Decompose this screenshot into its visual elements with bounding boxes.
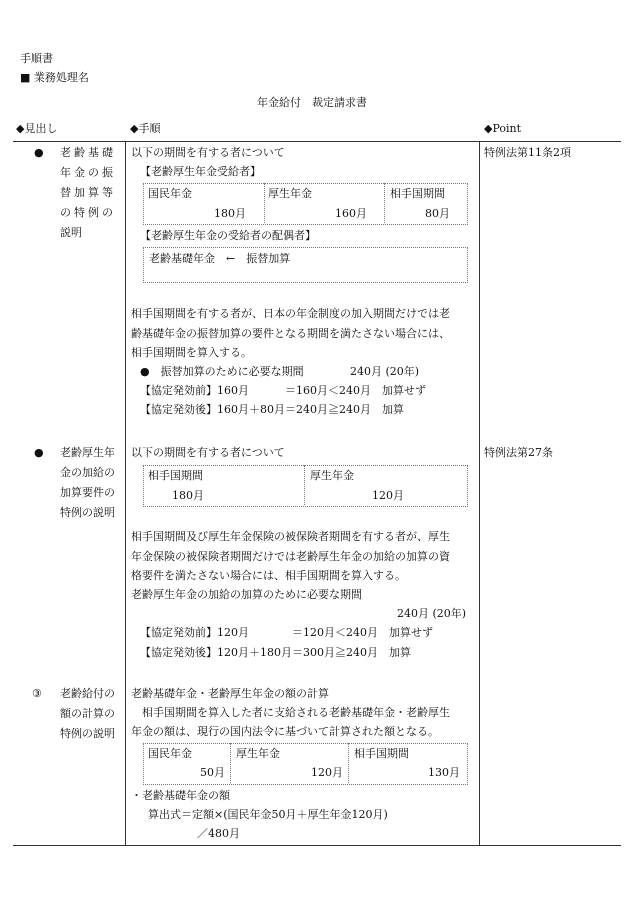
section-2-before-calc: ＝120月＜240月 加算せず [292,626,433,639]
table-cell-label: 厚生年金 [236,747,280,760]
section-2-heading-line: 加算要件の [60,486,115,499]
column-divider-2 [479,141,480,845]
section-1-paragraph-line: 齢基礎年金の振替加算の要件となる期間を満たさない場合には、 [131,327,450,340]
section-1-point: 特例法第11条2項 [484,146,571,159]
table-cell-value: 130月 [428,766,460,779]
section-3-formula-denominator: ／480月 [197,827,240,840]
table-cell-divider [230,743,231,783]
section-2-heading-line: 特例の説明 [60,506,115,519]
section-3-heading-line: 特例の説明 [60,727,115,740]
table-cell-divider [264,183,265,223]
section-1-subheading-recipient: 【老齢厚生年金受給者】 [140,165,261,178]
table-cell-divider [348,743,349,783]
table-cell-label: 国民年金 [148,187,192,200]
table-cell-value: 80月 [425,207,450,220]
section-3-bullet: ③ [32,687,42,700]
section-3-paragraph-line: 年金の額は、現行の国内法令に基づいて計算された額となる。 [131,725,439,738]
section-2-paragraph-line: 格要件を満たさない場合には、相手国期間を算入する。 [131,569,406,582]
section-1-paragraph-line: 相手国期間を有する者が、日本の年金制度の加入期間だけでは老 [131,307,450,320]
section-1-heading-line: 年金の振 [60,166,116,179]
table-cell-value: 180月 [214,207,246,220]
section-1-intro: 以下の期間を有する者について [131,146,285,159]
section-1-heading-line: の特例の [60,206,116,219]
table-cell-label: 相手国期間 [148,469,203,482]
page-title: 年金給付 裁定請求書 [257,96,367,109]
column-header-point: ◆Point [484,122,522,135]
section-2-paragraph-line: 年金保険の被保険者期間だけでは老齢厚生年金の加給の加算の資 [131,550,450,563]
section-1-after: 【協定発効後】160月＋80月＝240月≧240月 加算 [140,403,404,416]
section-2-point: 特例法第27条 [484,446,553,459]
section-2-bullet: ● [34,446,44,459]
section-1-heading-line: 替加算等 [60,186,116,199]
table-cell-divider [304,465,305,505]
table-cell-value: 120月 [372,489,404,502]
table-cell-label: 相手国期間 [354,747,409,760]
column-header-procedure: ◆手順 [130,122,161,135]
section-1-before-label: 【協定発効前】160月 [140,384,249,397]
section-3-item: ・老齢基礎年金の額 [131,789,230,802]
table-cell-value: 180月 [172,489,204,502]
business-name-label: ■ 業務処理名 [20,71,89,84]
table-cell-label: 相手国期間 [390,187,445,200]
section-1-subheading-spouse: 【老齢厚生年金の受給者の配偶者】 [140,229,316,242]
section-1-heading-line: 老齢基礎 [60,146,116,159]
table-cell-divider [384,183,385,223]
table-cell-value: 50月 [200,766,225,779]
section-1-spouse-text: 老齢基礎年金 ← 振替加算 [149,252,291,265]
section-2-paragraph-line: 相手国期間及び厚生年金保険の被保険者期間を有する者が、厚生 [131,530,450,543]
column-header-heading: ◆見出し [16,122,58,135]
doc-title: 手順書 [20,52,53,65]
section-3-formula: 算出式＝定額×(国民年金50月＋厚生年金120月) [148,808,388,821]
section-2-intro: 以下の期間を有する者について [131,446,285,459]
section-2-heading-line: 金の加給の [60,466,115,479]
table-cell-value: 120月 [311,766,343,779]
section-2-required-label: 老齢厚生年金の加給の加算のために必要な期間 [131,588,362,601]
section-3-heading-line: 老齢給付の [60,687,115,700]
table-top-rule [13,141,621,142]
section-1-required-value: 240月 (20年) [350,365,420,378]
column-divider-1 [125,141,126,845]
section-1-before-calc: ＝160月＜240月 加算せず [285,384,426,397]
table-cell-label: 国民年金 [148,747,192,760]
section-3-paragraph-line: 相手国期間を算入した者に支給される老齢基礎年金・老齢厚生 [131,706,450,719]
section-2-after: 【協定発効後】120月＋180月＝300月≧240月 加算 [140,646,411,659]
section-1-heading-line: 説明 [60,226,82,239]
section-2-before-label: 【協定発効前】120月 [140,626,249,639]
section-1-required-label: ● 振替加算のために必要な期間 [140,365,304,378]
section-1-bullet: ● [34,146,44,159]
section-2-required-value: 240月 (20年) [397,607,467,620]
section-1-paragraph-line: 相手国期間を算入する。 [131,346,252,359]
section-3-heading-line: 額の計算の [60,707,115,720]
table-cell-label: 厚生年金 [268,187,312,200]
table-cell-label: 厚生年金 [310,469,354,482]
table-bottom-rule [13,845,621,846]
section-2-heading-line: 老齢厚生年 [60,446,115,459]
table-cell-value: 160月 [335,207,367,220]
section-3-title: 老齢基礎年金・老齢厚生年金の額の計算 [131,687,329,700]
